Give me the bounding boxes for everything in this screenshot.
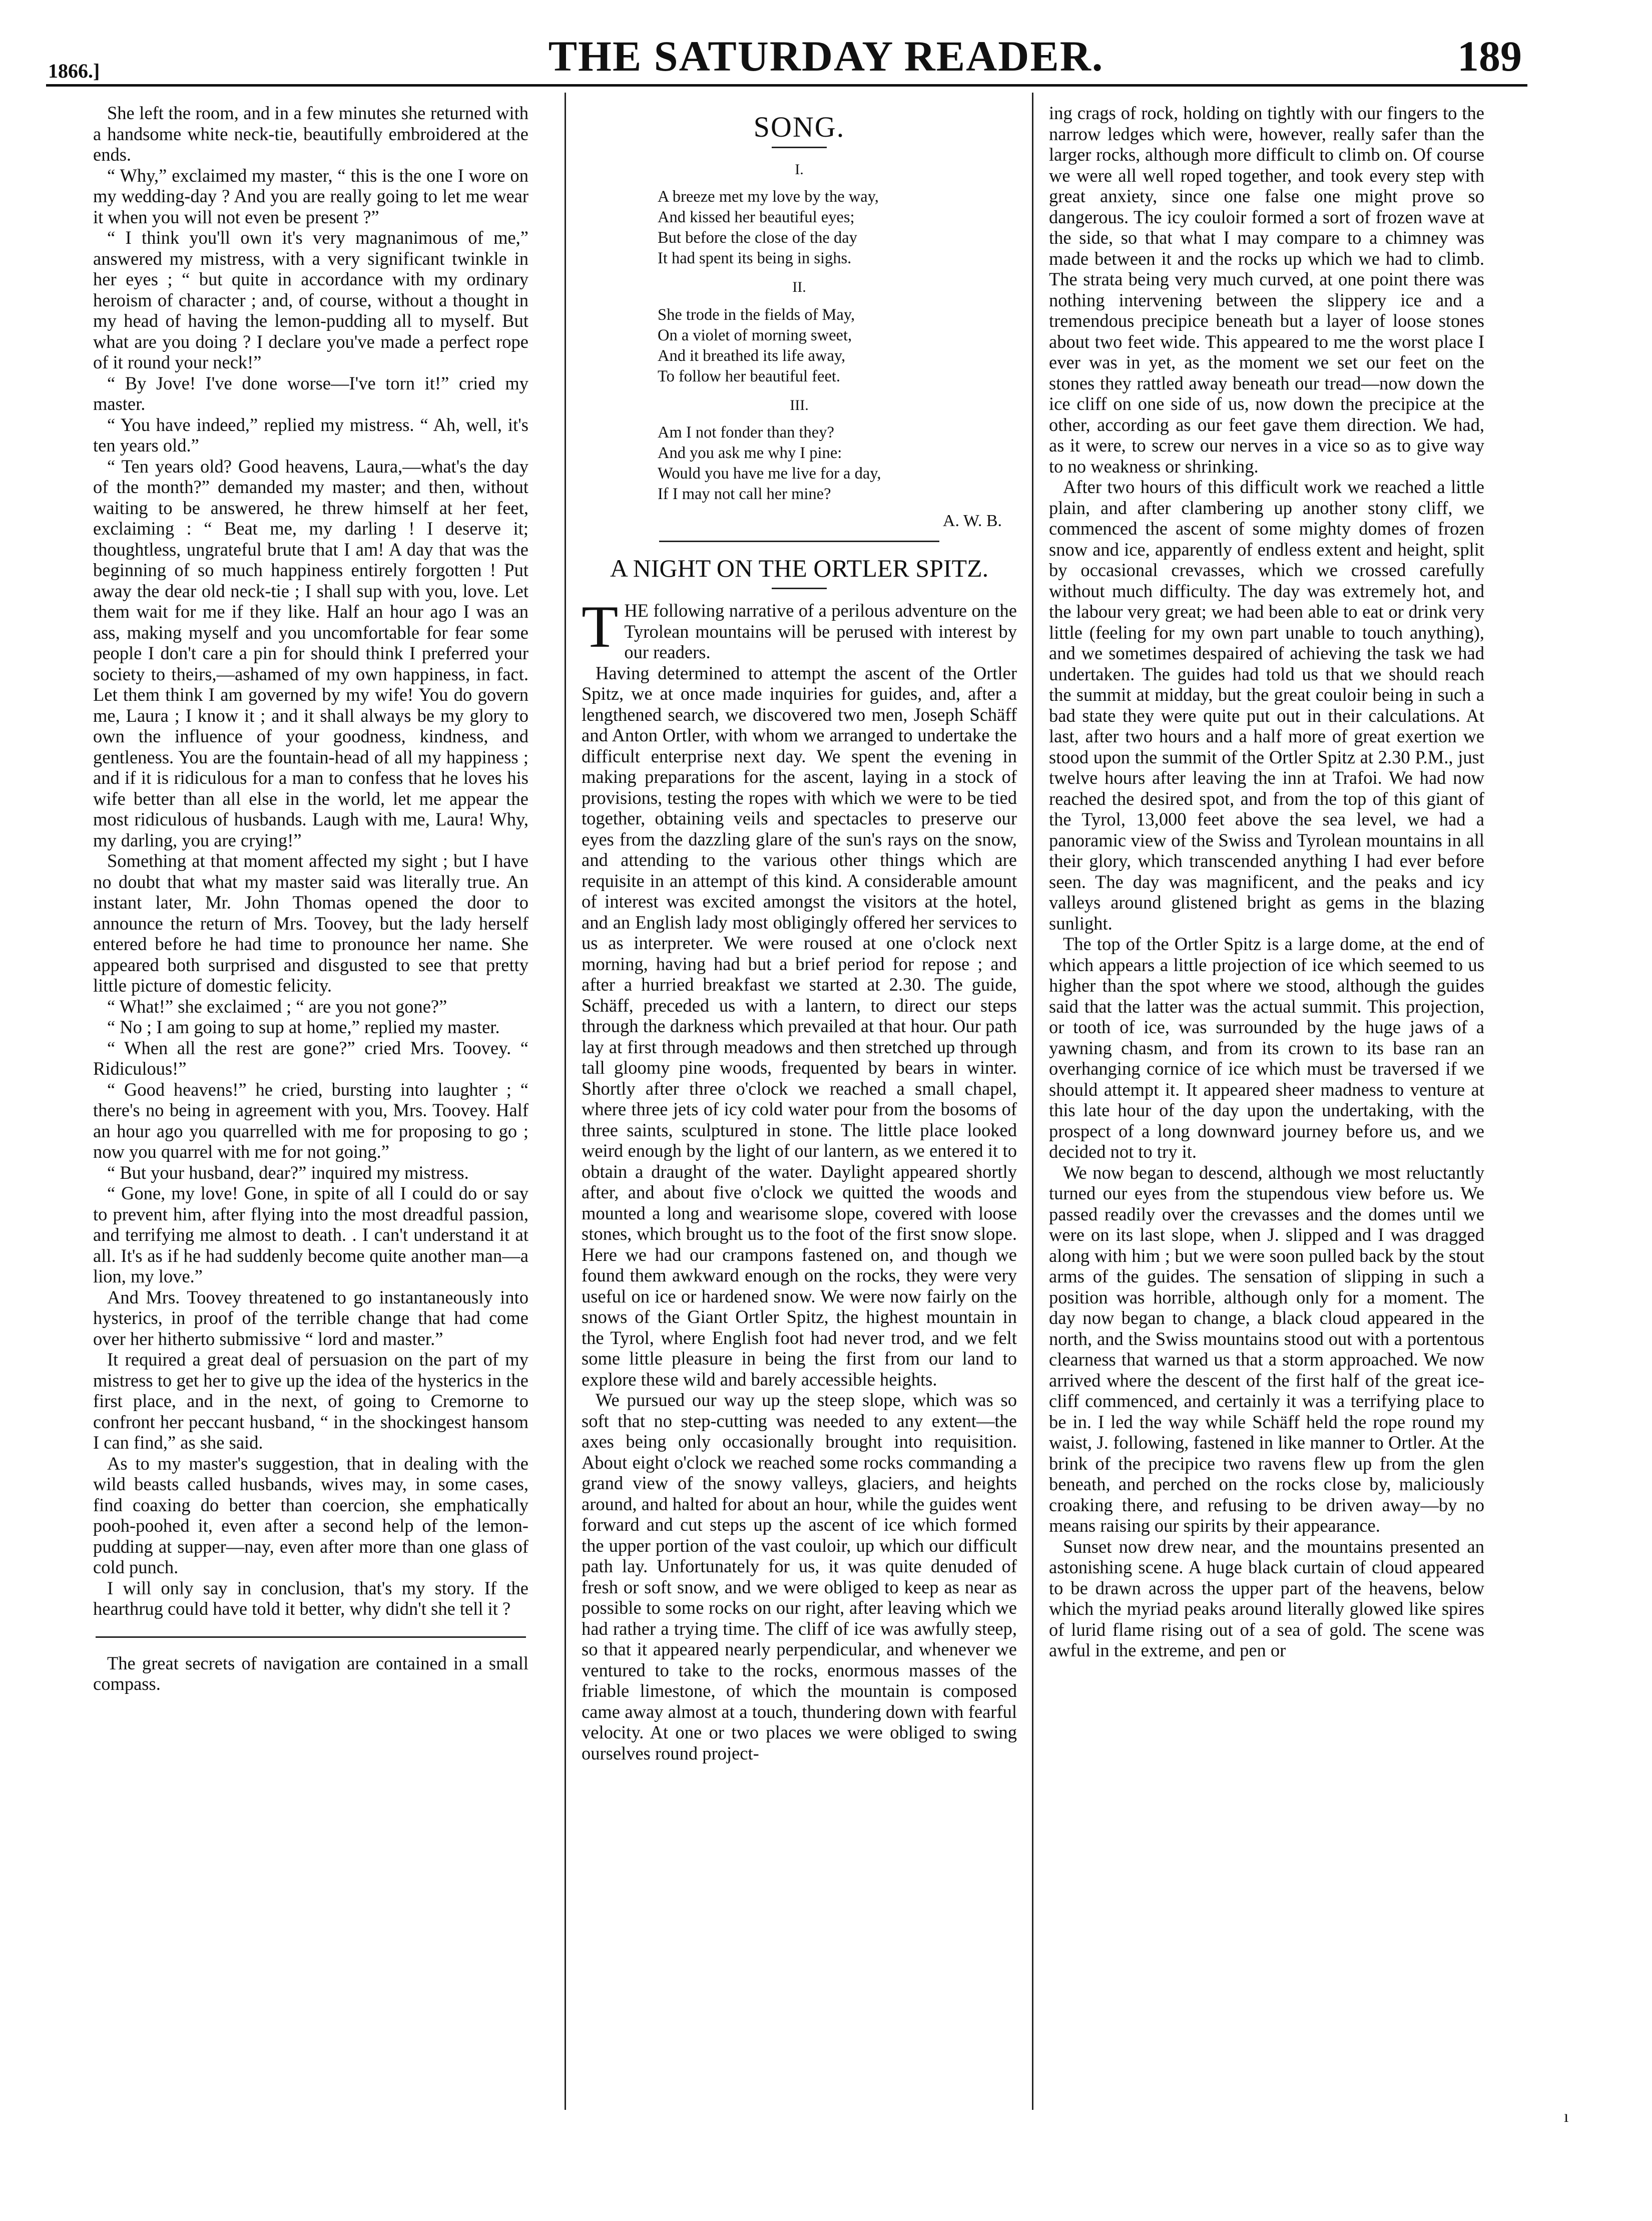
paragraph: She left the room, and in a few minutes she returned with a handsome white neck-tie, beautifully embroidered at the ends. — [93, 103, 528, 165]
page-number: 189 — [1457, 32, 1522, 80]
filler-note: The great secrets of navigation are contained in a small compass. — [93, 1652, 528, 1694]
paragraph: “ No ; I am going to sup at home,” replied my master. — [107, 1017, 500, 1037]
verse-line: She trode in the fields of May, — [658, 305, 855, 324]
article-body — [582, 663, 1017, 1764]
paragraph: “ You have indeed,” replied my mistress. “ Ah, well, it's ten years old.” — [93, 414, 528, 456]
paragraph: We pursued our way up the steep slope, which was so soft that no step-cutting was needed to any extent—the axes being only occasionally brought into requisition. About eight o'clock we reached some rocks commanding a grand view of the snowy valleys, glaciers, and heights around, and halted for about an hour, while the guides went forward and cut steps up the ascent of ice which formed the upper portion of the vast couloir, up which our difficult path lay. Unfortunately for us, it was quite denuded of fresh or soft snow, and we were obliged to keep as near as possible to some rocks on our right, after leaving which we had rather a trying time. The cliff of ice was awfully steep, so that it appeared nearly perpendicular, and whenever we ventured to take to the rocks, enormous masses of the friable limestone, of which the mountain is composed came away almost at a touch, thundering down with fearful velocity. At one or two places we were obliged to swing ourselves round project- — [582, 1390, 1017, 1763]
story-continuation — [93, 103, 528, 1619]
margin-mark: ı — [1564, 2107, 1569, 2126]
paragraph: After two hours of this difficult work we reached a little plain, and after clambering up another stony cliff, we commenced the ascent of some mighty domes of frozen snow and ice, apparently of endless extent and height, split by occasional crevasses, which we crossed carefully without much difficulty. The day was extremely hot, and the labour very great; we had been able to eat or drink very little (feeling for my own part unable to touch anything), and we sometimes despaired of achieving the task we had undertaken. The guides had told us that we should reach the summit at midday, but the great couloir being in such a bad state they were quite put out in their calculations. At last, after two hours and a half more of great exertion we stood upon the summit of the Ortler Spitz at 2.30 P.M., just twelve hours after leaving the inn at Trafoi. We had now reached the desired spot, and from the top of this giant of the Tyrol, 13,000 feet above the sea level, we had a panoramic view of the Swiss and Tyrolean mountains in all their glory, which transcended anything I had ever before seen. The day was magnificent, and the peaks and icy valleys around glistened bright as gems in the blazing sunlight. — [1049, 477, 1484, 934]
stanza — [582, 422, 1017, 505]
intro-text: HE following narrative of a perilous adventure on the Tyrolean mountains will be perused with interest by our readers. — [624, 600, 1017, 662]
masthead-title: THE SATURDAY READER. — [548, 32, 1104, 80]
article-intro — [582, 593, 1017, 663]
column-divider — [1032, 93, 1033, 2110]
verse-line: Am I not fonder than they? — [658, 423, 834, 441]
column-middle — [582, 103, 1017, 1763]
verse-line: To follow her beautiful feet. — [658, 367, 841, 385]
paragraph: And Mrs. Toovey threatened to go instantaneously into hysterics, in proof of the terrible change that had come over her hitherto submissive “ lord and master.” — [93, 1286, 528, 1349]
paragraph: I will only say in conclusion, that's my story. If the hearthrug could have told it better, why didn't she tell it ? — [93, 1577, 528, 1619]
paragraph: “ Good heavens!” he cried, bursting into laughter ; “ there's no being in agreement with you, Mrs. Toovey. Half an hour ago you quarrelled with me for proposing to go ; now you quarrel with me for not going.” — [93, 1079, 528, 1162]
poem-signature: A. W. B. — [942, 512, 1002, 530]
verse-line: But before the close of the day — [658, 229, 857, 247]
verse-line: If I may not call her mine? — [658, 485, 831, 503]
paragraph: “ I think you'll own it's very magnanimous of me,” answered my mistress, with a very significant twinkle in her eyes ; “ but quite in accordance with my ordinary heroism of character ; and, of course, without a thought in my head of having the lemon-pudding all to myself. But what are you doing ? I declare you've made a perfect rope of it round your neck!” — [93, 227, 528, 372]
column-left — [93, 103, 528, 1694]
stanza-number: I. — [795, 161, 804, 178]
paragraph: Something at that moment affected my sight ; but I have no doubt that what my master said was literally true. An instant later, Mr. John Thomas opened the door to announce the return of Mrs. Toovey, but the lady herself entered before he had time to pronounce her name. She appeared both surprised and disgusted to see that pretty little picture of domestic felicity. — [93, 850, 528, 996]
drop-cap: T — [582, 593, 619, 660]
paragraph: “ By Jove! I've done worse—I've torn it!” cried my master. — [93, 372, 528, 414]
paragraph: “ When all the rest are gone?” cried Mrs. Toovey. “ Ridiculous!” — [93, 1037, 528, 1079]
title-rule — [772, 147, 827, 148]
stanza-number: II. — [792, 279, 806, 295]
stanza — [582, 305, 1017, 387]
column-right — [1049, 103, 1484, 1661]
article-title: A NIGHT ON THE ORTLER SPITZ. — [610, 554, 989, 582]
separator-rule — [96, 1636, 526, 1638]
verse-line: Would you have me live for a day, — [658, 465, 881, 483]
title-rule — [772, 588, 827, 589]
paragraph: “ Ten years old? Good heavens, Laura,—what's the day of the month?” demanded my master; and then, without waiting to be answered, he threw himself at her feet, exclaiming : “ Beat me, my darling ! I deserve it; thoughtless, ungrateful brute that I am! A day that was the beginning of so much happiness entirely forgotten ! Put away the dear old neck-tie ; I shall sup with you, love. Let them wait for me if they like. Half an hour ago I was an ass, making myself and you uncomfortable for fear some people I don't care a pin for should think I preferred your society to theirs,—ashamed of my own happiness, in fact. Let them think I am governed by my wife! You do govern me, Laura ; I know it ; and it shall always be my glory to own the influence of your goodness, kindness, and gentleness. You are the fountain-head of all my happiness ; and if it is ridiculous for a man to confess that he loves his wife better than all else in the world, let me appear the most ridiculous of husbands. Laugh with me, Laura! Why, my darling, you are crying!” — [93, 456, 528, 850]
stanza — [582, 187, 1017, 269]
paragraph: “ Gone, my love! Gone, in spite of all I could do or say to prevent him, after flying into the most dreadful passion, and terrifying me almost to death. . I can't understand it at all. It's as if he had suddenly become quite another man—a lion, my love.” — [93, 1183, 528, 1286]
paragraph: The top of the Ortler Spitz is a large dome, at the end of which appears a little projection of ice which seemed to us higher than the spot where we stood, although the guides said that the latter was the actual summit. This projection, or tooth of ice, was surrounded by the huge jaws of a yawning chasm, and from its crown to its base ran an overhanging cornice of ice which must be traversed if we should attempt it. It appeared sheer madness to venture at this late hour of the day upon the undertaking, with the prospect of a long downward journey before us, and we decided not to try it. — [1049, 934, 1484, 1162]
paragraph: It required a great deal of persuasion on the part of my mistress to get her to give up the idea of the hysterics in the first place, and in the next, of going to Cremorne to confront her peccant husband, “ in the shockingest hansom I can find,” as she said. — [93, 1349, 528, 1453]
paragraph: ing crags of rock, holding on tightly with our fingers to the narrow ledges which were, however, really safer than the larger rocks, although more difficult to climb on. Of course we were all well roped together, and took every step with great anxiety, since one false one might prove so dangerous. The icy couloir formed a sort of frozen wave at the side, so that what I may compare to a chimney was made between it and the rocks up which we had to climb. The strata being very much curved, at one point there was nothing intervening between the slippery ice and a tremendous precipice beneath but a layer of loose stones about two feet wide. This appeared to me the worst place I ever was in yet, as the moment we set our feet on the stones they rattled away beneath our tread—now down the ice cliff on one side of us, now down the precipice at the other, according as our feet gave them direction. We had, as it were, to screw our nerves in a vice so as to give way to no weakness or shrinking. — [1049, 103, 1484, 477]
verse-line: It had spent its being in sighs. — [658, 249, 852, 267]
paragraph: We now began to descend, although we most reluctantly turned our eyes from the stupendous view before us. We passed readily over the crevasses and the domes until we were on its last slope, when J. slipped and I was dragged along with him ; but we were soon pulled back by the stout arms of the guides. The sensation of slipping in such a position was horrible, although only for a moment. The day now began to change, a black cloud appeared in the north, and the Swiss mountains stood out with a portentous clearness that warned us that a storm approached. We now arrived where the descent of the first half of the great ice-cliff commenced, and certainly it was a terrifying place to be in. I led the way while Schäff held the rope round my waist, J. following, fastened in like manner to Ortler. At the brink of the precipice two ravens flew up from the glen beneath, and perched on the rocks close by, maliciously croaking there, and refusing to be driven away—by no means raising our spirits by their appearance. — [1049, 1162, 1484, 1536]
verse-line: And you ask me why I pine: — [658, 444, 842, 462]
paragraph: “ But your husband, dear?” inquired my mistress. — [107, 1162, 469, 1183]
issue-date: 1866.] — [48, 60, 100, 82]
song-poem — [582, 159, 1017, 505]
verse-line: And kissed her beautiful eyes; — [658, 208, 855, 226]
song-title: SONG. — [753, 111, 845, 143]
paragraph: Having determined to attempt the ascent of the Ortler Spitz, we at once made inquiries for guides, and, after a lengthened search, we discovered two men, Joseph Schäff and Anton Ortler, with whom we arranged to undertake the difficult enterprise next day. We spent the evening in making preparations for the ascent, laying in a stock of provisions, testing the ropes with which we were to be tied together, obtaining veils and spectacles to preserve our eyes from the dazzling glare of the sun's rays on the snow, and attending to the various other things which are requisite in an attempt of this kind. A considerable amount of interest was excited amongst the visitors at the hotel, and an English lady most obligingly offered her services to us as interpreter. We were roused at one o'clock next morning, having had but a brief period for repose ; and after a hurried breakfast we started at 2.30. The guide, Schäff, preceded us with a lantern, to direct our steps through the darkness which prevailed at that hour. Our path lay at first through meadows and then stretched up through tall gloomy pine woods, frequented by bears in winter. Shortly after three o'clock we reached a small chapel, where three jets of icy cold water pour from the bosoms of three saints, sculptured in stone. The little place looked weird enough by the light of our lantern, as we entered it to obtain a draught of the water. Daylight appeared shortly after, and about five o'clock we quitted the woods and mounted a long and wearisome slope, covered with loose stones, which brought us to the foot of the first snow slope. Here we had our crampons fastened on, and though we found them awkward enough on the rocks, they were very useful on ice or hardened snow. We were now fairly on the snows of the Giant Ortler Spitz, the highest mountain in the Tyrol, where English foot had never trod, and we felt some little pleasure in being the first from our land to explore these wild and barely accessible heights. — [582, 662, 1017, 1390]
header-rule — [46, 84, 1527, 87]
article-body-continued — [1049, 103, 1484, 1661]
column-divider — [565, 93, 566, 2110]
paragraph: “ Why,” exclaimed my master, “ this is the one I wore on my wedding-day ? And you are really going to let me wear it when you will not even be present ?” — [93, 165, 528, 227]
verse-line: And it breathed its life away, — [658, 346, 846, 365]
paragraph: “ What!” she exclaimed ; “ are you not gone?” — [107, 996, 447, 1017]
paragraph: As to my master's suggestion, that in dealing with the wild beasts called husbands, wives may, in some cases, find coaxing do better than coercion, she emphatically pooh-poohed it, even after a second help of the lemon-pudding at supper—nay, even after more than one glass of cold punch. — [93, 1453, 528, 1577]
paragraph: Sunset now drew near, and the mountains presented an astonishing scene. A huge black curtain of cloud appeared to be drawn across the upper part of the heavens, below which the myriad peaks around literally glowed like spires of lurid flame rising out of a sea of gold. The scene was awful in the extreme, and pen or — [1049, 1536, 1484, 1660]
stanza-number: III. — [790, 396, 809, 413]
separator-rule — [659, 541, 939, 542]
verse-line: On a violet of morning sweet, — [658, 326, 852, 344]
verse-line: A breeze met my love by the way, — [658, 188, 879, 206]
